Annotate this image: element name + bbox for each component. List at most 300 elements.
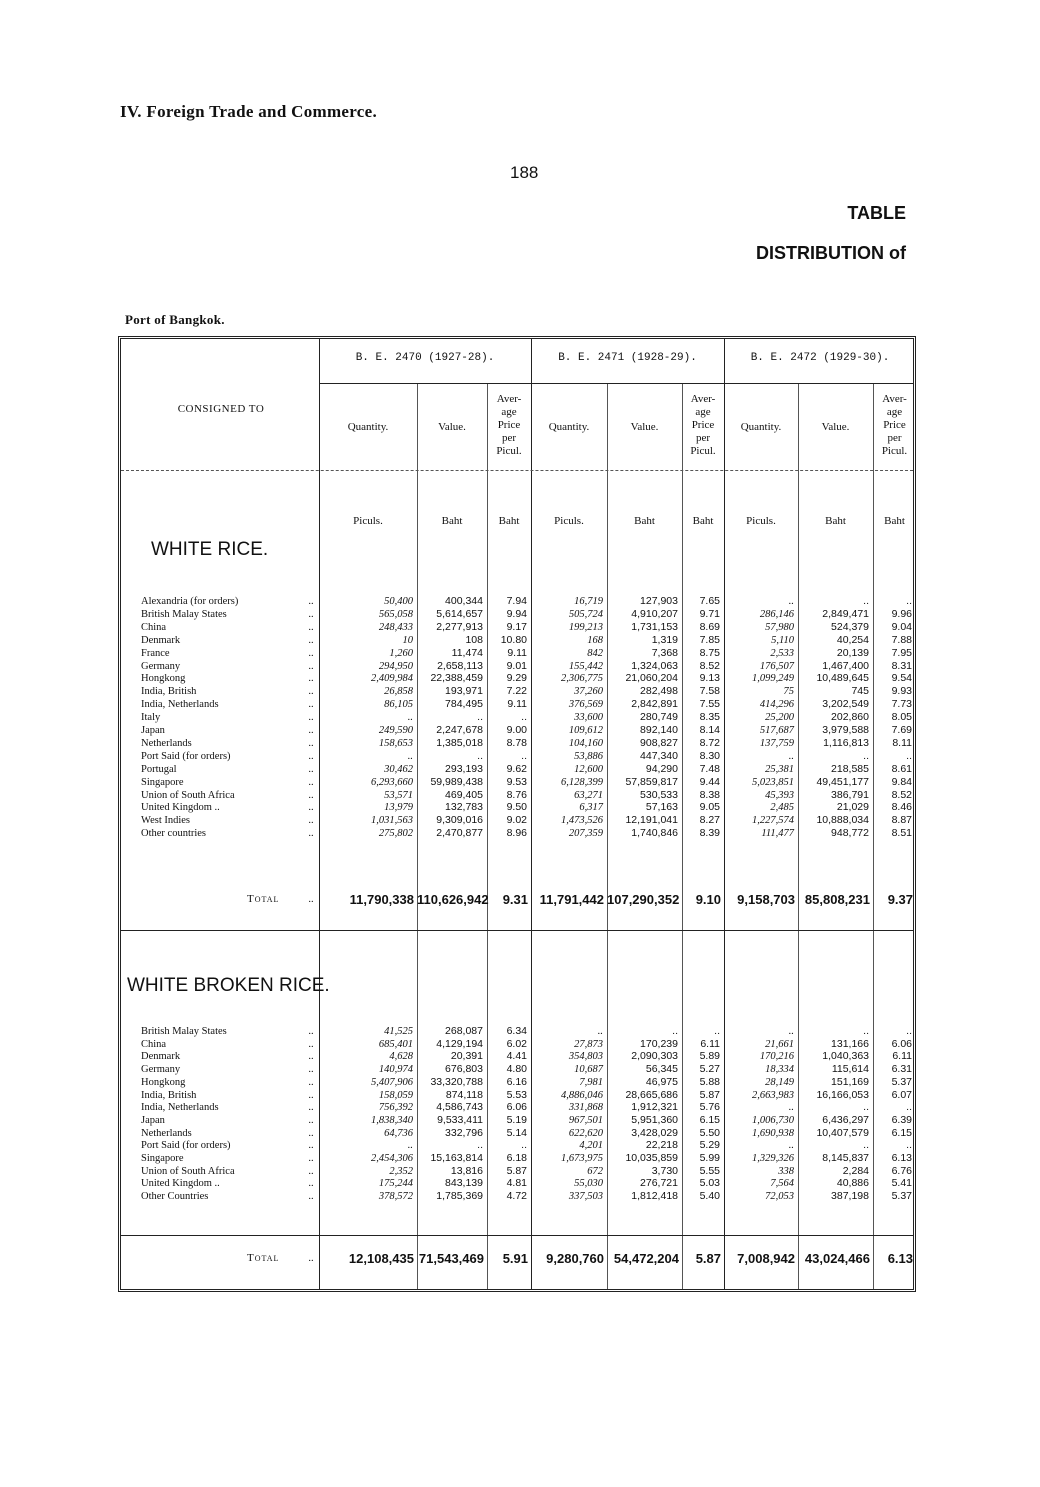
value-cell: 2,277,913	[436, 620, 483, 633]
quantity-cell: 1,227,574	[752, 815, 794, 827]
quantity-cell: 12,600	[574, 763, 603, 775]
quantity-cell: 672	[587, 1165, 603, 1177]
table-row	[121, 814, 916, 827]
quantity-cell: 517,687	[759, 725, 794, 736]
avg-price-cell: 4.72	[506, 1190, 527, 1203]
leader-dots: ..	[308, 1102, 314, 1114]
table-row	[121, 634, 916, 647]
value-cell: 386,791	[831, 788, 869, 801]
leader-dots: ..	[308, 596, 314, 607]
avg-price-cell: 8.27	[699, 814, 720, 827]
avg-price-cell: 6.39	[891, 1113, 912, 1126]
quantity-cell: 27,873	[574, 1038, 603, 1050]
quantity-cell: 7,564	[770, 1178, 794, 1190]
avg-price-cell: 5.14	[506, 1126, 527, 1139]
quantity-cell: 6,128,399	[561, 776, 603, 788]
year-header-2470: B. E. 2470 (1927-28).	[355, 352, 495, 364]
avg-price-cell: 5.19	[506, 1113, 527, 1126]
unit-baht: Baht	[884, 515, 905, 527]
quantity-cell: 13,979	[384, 802, 413, 814]
value-cell: 387,198	[831, 1190, 869, 1203]
quantity-cell: 50,400	[384, 596, 413, 607]
avg-price-cell: 5.87	[699, 1088, 720, 1101]
value-cell: ..	[863, 595, 869, 607]
country-name: China	[141, 621, 167, 633]
country-name: India, British	[141, 686, 197, 698]
country-name: Netherlands	[141, 1127, 192, 1139]
avg-price-cell: 7.85	[699, 633, 720, 646]
country-name: Union of South Africa	[141, 789, 235, 801]
leader-dots: ..	[308, 750, 314, 762]
avg-price-header: Aver- age Price per Picul.	[881, 393, 908, 457]
value-cell: 1,912,321	[631, 1101, 678, 1114]
leader-dots: ..	[308, 776, 314, 788]
value-cell: 13,816	[450, 1164, 483, 1177]
table-row	[121, 1139, 916, 1152]
section-rule	[121, 930, 913, 931]
avg-price-cell: 5.76	[699, 1101, 720, 1114]
quantity-cell: 25,200	[765, 712, 794, 724]
value-cell: 6,436,297	[822, 1113, 869, 1126]
quantity-cell: 37,260	[574, 686, 603, 698]
unit-piculs: Piculs.	[353, 515, 383, 527]
quantity-cell: 18,334	[765, 1064, 794, 1076]
table-row	[121, 1038, 916, 1051]
leader-dots: ..	[308, 1114, 314, 1126]
table-row	[121, 1076, 916, 1089]
value-cell: 2,090,303	[631, 1050, 678, 1063]
quantity-cell: 248,433	[378, 621, 413, 633]
country-name: British Malay States	[141, 608, 227, 620]
quantity-cell: 21,661	[765, 1038, 794, 1050]
quantity-cell: 109,612	[568, 725, 603, 736]
avg-price-cell: 9.13	[699, 672, 720, 685]
value-cell: ..	[863, 1025, 869, 1037]
avg-price-cell: 9.02	[506, 814, 527, 827]
table-subtitle: DISTRIBUTION of	[756, 243, 906, 263]
quantity-cell: ..	[788, 1026, 794, 1037]
leader-dots: ..	[308, 660, 314, 672]
table-row	[121, 711, 916, 724]
value-cell: 21,060,204	[625, 672, 678, 685]
leader-dots: ..	[308, 686, 314, 698]
country-name: United Kingdom ..	[141, 1178, 220, 1190]
value-cell: 5,951,360	[631, 1113, 678, 1126]
leader-dots: ..	[308, 621, 314, 633]
avg-price-cell: 5.99	[699, 1152, 720, 1164]
leader-dots: ..	[308, 725, 314, 736]
value-cell: 131,166	[831, 1037, 869, 1050]
avg-price-cell: 4.80	[506, 1063, 527, 1076]
value-cell: 2,849,471	[822, 607, 869, 620]
quantity-cell: 2,485	[770, 802, 794, 814]
table-row	[121, 1114, 916, 1127]
avg-price-cell: 7.58	[699, 685, 720, 698]
table-row	[121, 685, 916, 698]
quantity-cell: 685,401	[378, 1038, 413, 1050]
avg-price-cell: 6.18	[506, 1152, 527, 1164]
table-row	[121, 1025, 916, 1038]
value-cell: ..	[477, 749, 483, 762]
page-number: 188	[510, 163, 539, 182]
leader-dots: ..	[308, 763, 314, 775]
quantity-cell: 53,886	[574, 750, 603, 762]
value-cell: 57,163	[645, 801, 678, 814]
total-quantity: 11,791,442	[539, 892, 604, 907]
avg-price-cell: 5.40	[699, 1190, 720, 1203]
avg-price-cell: 5.53	[506, 1088, 527, 1101]
total-value: 54,472,204	[613, 1251, 679, 1266]
quantity-cell: ..	[597, 1026, 603, 1037]
avg-price-cell: 8.14	[699, 724, 720, 736]
value-cell: 293,193	[445, 762, 483, 775]
avg-price-cell: 4.81	[506, 1177, 527, 1190]
country-name: India, British	[141, 1089, 197, 1101]
consigned-to-header: CONSIGNED TO	[177, 403, 265, 415]
quantity-cell: 75	[783, 686, 794, 698]
avg-price-cell: 6.16	[506, 1075, 527, 1088]
quantity-cell: 294,950	[378, 660, 413, 672]
value-cell: 10,407,579	[816, 1126, 869, 1139]
avg-price-cell: 7.94	[506, 595, 527, 607]
value-cell: 33,320,788	[430, 1075, 483, 1088]
header-rule	[121, 470, 913, 471]
quantity-cell: 86,105	[384, 699, 413, 711]
country-name: Hongkong	[141, 673, 186, 685]
value-cell: 2,658,113	[437, 659, 483, 672]
table-row	[121, 1063, 916, 1076]
total-avg-price: 5.91	[502, 1251, 528, 1266]
value-cell: 948,772	[831, 827, 869, 840]
value-cell: 22,388,459	[430, 672, 483, 685]
avg-price-cell: 8.46	[891, 801, 912, 814]
value-cell: 10,888,034	[816, 814, 869, 827]
avg-price-cell: 9.05	[699, 801, 720, 814]
value-cell: 280,749	[640, 711, 678, 724]
country-name: Portugal	[141, 763, 177, 775]
country-name: France	[141, 647, 170, 659]
country-name: India, Netherlands	[141, 699, 219, 711]
total-avg-price: 9.31	[502, 892, 528, 907]
quantity-cell: 4,628	[389, 1051, 413, 1063]
avg-price-cell: 9.29	[506, 672, 527, 685]
value-header: Value.	[821, 421, 850, 433]
avg-price-cell: 6.13	[891, 1152, 912, 1164]
quantity-cell: 1,329,326	[752, 1153, 794, 1164]
quantity-cell: 376,569	[568, 699, 603, 711]
table-row	[121, 776, 916, 789]
table-row	[121, 1127, 916, 1140]
value-cell: 892,140	[640, 724, 678, 736]
avg-price-cell: 6.15	[891, 1126, 912, 1139]
avg-price-cell: 7.22	[506, 685, 527, 698]
value-cell: ..	[477, 1139, 483, 1152]
value-cell: 15,163,814	[430, 1152, 483, 1164]
quantity-cell: 1,260	[389, 647, 413, 659]
country-name: Union of South Africa	[141, 1165, 235, 1177]
white-rice-heading: WHITE RICE.	[151, 539, 269, 560]
quantity-cell: 64,736	[384, 1127, 413, 1139]
value-cell: 784,495	[445, 698, 483, 711]
quantity-cell: 155,442	[568, 660, 603, 672]
total-quantity: 11,790,338	[349, 892, 414, 907]
quantity-cell: 842	[587, 647, 603, 659]
avg-price-cell: 8.52	[699, 659, 720, 672]
avg-price-cell: 8.75	[699, 646, 720, 659]
leader-dots: ..	[308, 789, 314, 801]
avg-price-cell: 9.71	[699, 607, 720, 620]
value-cell: 1,812,418	[631, 1190, 678, 1203]
avg-price-cell: 7.48	[699, 762, 720, 775]
quantity-cell: 158,059	[378, 1089, 413, 1101]
quantity-cell: 28,149	[765, 1076, 794, 1088]
leader-dots: ..	[308, 1127, 314, 1139]
table-row	[121, 1165, 916, 1178]
total-quantity: 9,280,760	[546, 1251, 604, 1266]
avg-price-cell: 5.41	[891, 1177, 912, 1190]
value-cell: 9,533,411	[437, 1113, 483, 1126]
quantity-cell: 337,503	[568, 1191, 603, 1203]
quantity-cell: 104,160	[568, 737, 603, 749]
leader-dots: ..	[308, 737, 314, 749]
avg-price-cell: 9.84	[891, 775, 912, 788]
table-row	[121, 647, 916, 660]
avg-price-cell: 8.96	[506, 827, 527, 840]
quantity-cell: ..	[407, 712, 413, 724]
distribution-table	[118, 336, 916, 1292]
value-cell: 2,842,891	[631, 698, 678, 711]
value-cell: 524,379	[831, 620, 869, 633]
table-row	[121, 789, 916, 802]
avg-price-cell: 9.96	[891, 607, 912, 620]
quantity-cell: 6,317	[579, 802, 603, 814]
value-cell: 1,385,018	[436, 736, 483, 749]
value-cell: 3,202,549	[822, 698, 869, 711]
value-cell: 1,116,813	[823, 736, 869, 749]
leader-dots: ..	[308, 1076, 314, 1088]
value-cell: 4,586,743	[436, 1101, 483, 1114]
avg-price-header: Aver- age Price per Picul.	[496, 393, 522, 457]
table-row	[121, 1190, 916, 1203]
leader-dots: ..	[308, 712, 314, 724]
year-header-2471: B. E. 2471 (1928-29).	[558, 352, 697, 364]
avg-price-cell: 8.30	[699, 749, 720, 762]
avg-price-cell: ..	[906, 595, 912, 607]
avg-price-cell: 7.65	[699, 595, 720, 607]
quantity-cell: 1,006,730	[752, 1114, 794, 1126]
total-value: 107,290,352	[607, 892, 680, 907]
quantity-cell: 622,620	[568, 1127, 603, 1139]
avg-price-cell: 9.11	[507, 698, 527, 711]
port-label: Port of Bangkok.	[125, 312, 225, 327]
leader-dots: ..	[308, 1253, 314, 1264]
table-row	[121, 672, 916, 685]
value-cell: 908,827	[640, 736, 678, 749]
leader-dots: ..	[308, 699, 314, 711]
quantity-cell: 7,981	[579, 1076, 603, 1088]
value-cell: 57,859,817	[625, 775, 678, 788]
total-quantity: 9,158,703	[737, 892, 795, 907]
value-cell: 530,533	[640, 788, 678, 801]
country-name: China	[141, 1038, 167, 1050]
quantity-cell: 170,216	[759, 1051, 794, 1063]
leader-dots: ..	[308, 802, 314, 814]
value-cell: 127,903	[640, 595, 678, 607]
quantity-cell: 249,590	[378, 725, 413, 736]
quantity-cell: 55,030	[574, 1178, 603, 1190]
total-avg-price: 6.13	[887, 1251, 913, 1266]
unit-piculs: Piculs.	[554, 515, 584, 527]
avg-price-cell: 9.01	[506, 659, 527, 672]
value-cell: 282,498	[640, 685, 678, 698]
quantity-cell: 2,533	[770, 647, 794, 659]
avg-price-cell: 8.11	[892, 736, 912, 749]
table-row	[121, 1089, 916, 1102]
avg-price-cell: 9.93	[891, 685, 912, 698]
table-row	[121, 595, 916, 608]
avg-price-cell: ..	[906, 1101, 912, 1114]
avg-price-cell: 8.31	[891, 659, 912, 672]
country-name: Hongkong	[141, 1076, 186, 1088]
quantity-cell: 2,306,775	[561, 673, 603, 685]
country-name: Netherlands	[141, 737, 192, 749]
leader-dots: ..	[308, 828, 314, 840]
avg-price-cell: 9.54	[891, 672, 912, 685]
value-cell: 469,405	[445, 788, 483, 801]
avg-price-cell: 9.53	[506, 775, 527, 788]
value-cell: 9,309,016	[436, 814, 483, 827]
total-avg-price: 5.87	[695, 1251, 721, 1266]
value-cell: 56,345	[645, 1063, 678, 1076]
total-avg-price: 9.37	[887, 892, 913, 907]
leader-dots: ..	[308, 1064, 314, 1076]
avg-price-cell: 8.78	[506, 736, 527, 749]
value-cell: 2,284	[842, 1164, 869, 1177]
value-cell: ..	[477, 711, 483, 724]
avg-price-cell: ..	[521, 711, 527, 724]
total-row	[121, 893, 916, 911]
value-cell: 3,428,029	[631, 1126, 678, 1139]
quantity-cell: ..	[407, 1140, 413, 1152]
avg-price-cell: 6.06	[506, 1101, 527, 1114]
avg-price-cell: 8.35	[699, 711, 720, 724]
quantity-cell: ..	[407, 750, 413, 762]
leader-dots: ..	[308, 1038, 314, 1050]
avg-price-cell: 4.41	[506, 1050, 527, 1063]
avg-price-cell: 5.29	[699, 1139, 720, 1152]
country-name: United Kingdom ..	[141, 802, 220, 814]
table-row	[121, 1177, 916, 1190]
quantity-cell: 286,146	[759, 608, 794, 620]
value-cell: 22,218	[645, 1139, 678, 1152]
table-row	[121, 660, 916, 673]
avg-price-cell: 6.11	[892, 1050, 912, 1063]
value-cell: 1,319	[651, 633, 678, 646]
value-cell: 1,467,400	[822, 659, 869, 672]
value-cell: 8,145,837	[822, 1152, 869, 1164]
table-row	[121, 608, 916, 621]
quantity-cell: 199,213	[568, 621, 603, 633]
leader-dots: ..	[308, 894, 314, 905]
table-row	[121, 1152, 916, 1165]
value-cell: 170,239	[640, 1037, 678, 1050]
avg-price-cell: 6.76	[891, 1164, 912, 1177]
country-name: India, Netherlands	[141, 1102, 219, 1114]
avg-price-header: Aver- age Price per Picul.	[690, 393, 716, 457]
quantity-cell: 33,600	[574, 712, 603, 724]
value-cell: 400,344	[445, 595, 483, 607]
quantity-cell: 354,803	[568, 1051, 603, 1063]
quantity-cell: 1,838,340	[371, 1114, 413, 1126]
avg-price-cell: 9.04	[891, 620, 912, 633]
value-cell: 1,324,063	[631, 659, 678, 672]
value-cell: 1,040,363	[822, 1050, 869, 1063]
quantity-cell: 57,980	[765, 621, 794, 633]
avg-price-cell: 7.95	[891, 646, 912, 659]
total-value: 71,543,469	[418, 1251, 484, 1266]
quantity-cell: 5,407,906	[371, 1076, 413, 1088]
avg-price-cell: 7.73	[891, 698, 912, 711]
avg-price-cell: 9.50	[506, 801, 527, 814]
avg-price-cell: 6.31	[891, 1063, 912, 1076]
quantity-cell: 2,454,306	[371, 1153, 413, 1164]
avg-price-cell: 5.88	[699, 1075, 720, 1088]
value-cell: 46,975	[645, 1075, 678, 1088]
quantity-cell: 111,477	[761, 828, 794, 840]
country-name: Other countries	[141, 828, 207, 840]
country-name: Germany	[141, 660, 181, 672]
quantity-cell: 207,359	[568, 828, 603, 840]
quantity-header: Quantity.	[548, 421, 590, 433]
value-cell: 3,979,588	[822, 724, 869, 736]
quantity-cell: 414,296	[759, 699, 794, 711]
value-cell: 447,340	[640, 749, 678, 762]
quantity-cell: 45,393	[765, 789, 794, 801]
quantity-cell: ..	[788, 1102, 794, 1114]
total-quantity: 12,108,435	[348, 1251, 414, 1266]
leader-dots: ..	[308, 1165, 314, 1177]
quantity-cell: 72,053	[765, 1191, 794, 1203]
table-row	[121, 827, 916, 840]
value-cell: 151,169	[831, 1075, 869, 1088]
table-row	[121, 1101, 916, 1114]
year-header-rule	[319, 383, 913, 384]
value-cell: ..	[672, 1025, 678, 1037]
value-cell: 28,665,686	[625, 1088, 678, 1101]
total-quantity: 7,008,942	[737, 1251, 795, 1266]
avg-price-cell: 5.03	[699, 1177, 720, 1190]
quantity-cell: 6,293,660	[371, 776, 413, 788]
table-row	[121, 621, 916, 634]
avg-price-cell: 9.94	[506, 607, 527, 620]
quantity-cell: 1,099,249	[752, 673, 794, 685]
avg-price-cell: 7.88	[891, 633, 912, 646]
value-cell: ..	[863, 1139, 869, 1152]
avg-price-cell: 5.50	[699, 1126, 720, 1139]
avg-price-cell: 5.27	[699, 1063, 720, 1076]
avg-price-cell: 7.69	[891, 724, 912, 736]
quantity-cell: ..	[788, 750, 794, 762]
value-cell: ..	[863, 749, 869, 762]
quantity-cell: 10	[402, 634, 413, 646]
quantity-cell: 176,507	[759, 660, 794, 672]
quantity-cell: 565,058	[378, 608, 413, 620]
avg-price-cell: 8.87	[891, 814, 912, 827]
quantity-cell: ..	[788, 596, 794, 607]
country-name: Japan	[141, 725, 165, 736]
quantity-cell: 30,462	[384, 763, 413, 775]
quantity-cell: 4,201	[579, 1140, 603, 1152]
